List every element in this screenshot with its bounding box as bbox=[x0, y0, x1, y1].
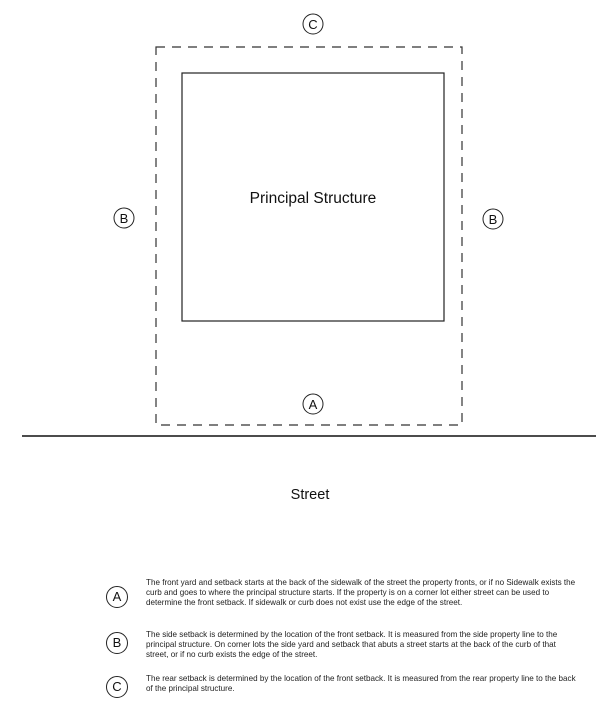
property-line bbox=[156, 47, 462, 425]
legend-marker-c: C bbox=[106, 676, 128, 698]
side-setback-marker-left bbox=[114, 208, 134, 228]
legend-marker-b: B bbox=[106, 632, 128, 654]
side-setback-marker-right-label: B bbox=[488, 212, 498, 227]
legend-text-side: The side setback is determined by the location of the front setback. It is measured from the side property line to the principal structure. On corner lots the side yard and setback that abuts a street starts at the back of the curb of that street, or if no curb exists the edge of the street. bbox=[146, 630, 558, 659]
front-setback-marker bbox=[303, 394, 323, 414]
legend-text-front: The front yard and setback starts at the back of the sidewalk of the street the property fronts, or if no Sidewalk exists the curb and goes to where the principal structure starts. If the property is on a corner lot either street can be used to determine the front setback. If sidewalk or curb does not exist use the edge of the street. bbox=[146, 578, 576, 607]
principal-structure-label: Principal Structure bbox=[249, 190, 377, 207]
rear-setback-marker bbox=[303, 14, 323, 34]
legend-text-rear: The rear setback is determined by the location of the front setback. It is measured from the rear property line to the back of the principal structure. bbox=[146, 674, 576, 693]
front-setback-marker-label: A bbox=[308, 397, 318, 412]
legend-marker-a: A bbox=[106, 586, 128, 608]
side-setback-marker-left-label: B bbox=[119, 211, 129, 226]
street-label: Street bbox=[290, 487, 330, 503]
rear-setback-marker-label: C bbox=[308, 17, 318, 32]
side-setback-marker-right bbox=[483, 209, 503, 229]
